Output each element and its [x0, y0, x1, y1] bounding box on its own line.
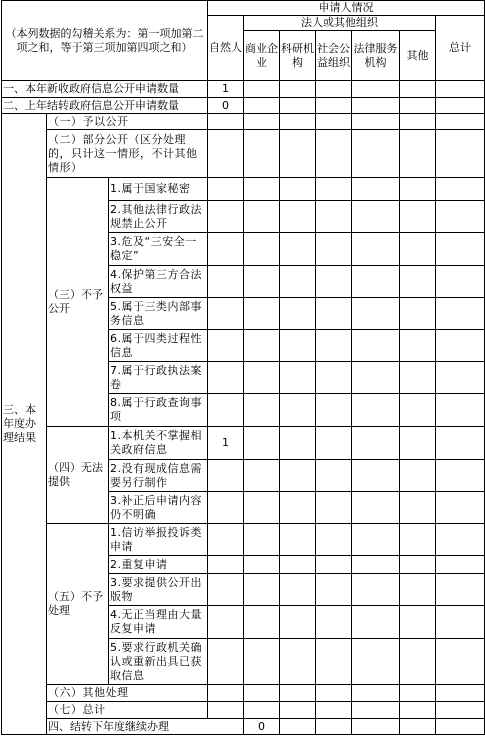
cell-unable-1-natural: 1: [208, 427, 244, 460]
not-disclose-item: 4.保护第三方合法权益: [109, 266, 208, 298]
not-disclose-item: 7.属于行政执法案卷: [109, 362, 208, 394]
result-not-disclose: （三）不予公开: [47, 178, 109, 427]
header-other: 其他: [400, 31, 436, 81]
result-unable: （四）无法提供: [47, 427, 109, 524]
header-legal-group: 法人或其他组织: [244, 16, 436, 31]
not-process-item: 4.无正当理由大量反复申请: [109, 606, 208, 639]
column-note: （本列数据的勾稽关系为：第一项加第二项之和，等于第三项加第四项之和）: [2, 1, 208, 81]
header-natural-person: 自然人: [208, 16, 244, 81]
result-disclose: （一）予以公开: [47, 114, 208, 130]
row-carried-in: 二、上年结转政府信息公开申请数量: [2, 98, 208, 114]
header-research: 科研机构: [280, 31, 316, 81]
not-process-item: 5.要求行政机关确认或重新出具已获取信息: [109, 639, 208, 685]
not-disclose-item: 3.危及“三安全一稳定”: [109, 233, 208, 266]
row-new-requests: 一、本年新收政府信息公开申请数量: [2, 81, 208, 98]
header-commercial: 商业企业: [244, 31, 280, 81]
header-legal-service: 法律服务机构: [352, 31, 400, 81]
cell-new-natural: 1: [208, 81, 244, 98]
header-applicant: 申请人情况: [208, 1, 485, 16]
cell-carried-out-natural: 0: [244, 719, 280, 735]
row-carried-out: 四、结转下年度继续办理: [47, 719, 244, 735]
result-not-process: （五）不予处理: [47, 524, 109, 685]
result-other-process: （六）其他处理: [47, 685, 208, 702]
not-process-item: 3.要求提供公开出版物: [109, 574, 208, 606]
header-total: 总计: [436, 16, 485, 81]
not-disclose-item: 2.其他法律行政法规禁止公开: [109, 201, 208, 233]
not-disclose-item: 1.属于国家秘密: [109, 178, 208, 201]
result-total: （七）总计: [47, 702, 208, 719]
result-partial: （二）部分公开（区分处理的，只计这一情形，不计其他情形）: [47, 130, 208, 178]
statistics-table: [1, 0, 485, 735]
not-process-item: 2.重复申请: [109, 556, 208, 574]
row-results-label: 三、本年度办理结果: [2, 114, 47, 735]
unable-item: 2.没有现成信息需要另行制作: [109, 460, 208, 492]
not-disclose-item: 5.属于三类内部事务信息: [109, 298, 208, 330]
unable-item: 1.本机关不掌握相关政府信息: [109, 427, 208, 460]
header-social-welfare: 社会公益组织: [316, 31, 352, 81]
cell-carried-in-natural: 0: [208, 98, 244, 114]
not-disclose-item: 6.属于四类过程性信息: [109, 330, 208, 362]
not-process-item: 1.信访举报投诉类申请: [109, 524, 208, 556]
not-disclose-item: 8.属于行政查询事项: [109, 394, 208, 427]
unable-item: 3.补正后申请内容仍不明确: [109, 492, 208, 524]
